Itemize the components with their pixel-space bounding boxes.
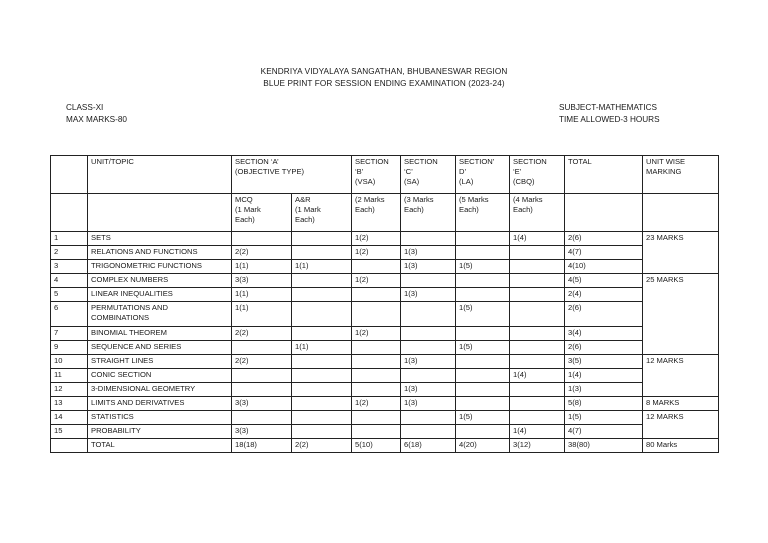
cell-section-c — [401, 424, 456, 438]
cell-total: 1(3) — [565, 382, 643, 396]
cell-section-d: 1(5) — [456, 302, 510, 326]
cell-section-c — [401, 232, 456, 246]
cell-section-e — [510, 288, 565, 302]
cell-ar — [292, 368, 352, 382]
meta-left — [66, 102, 127, 126]
row-topic: RELATIONS AND FUNCTIONS — [88, 246, 232, 260]
cell-section-b — [352, 288, 401, 302]
header-empty-cell — [51, 194, 88, 232]
cell-section-c: 1(3) — [401, 260, 456, 274]
table-row — [51, 274, 719, 288]
cell-section-e — [510, 302, 565, 326]
row-topic: LIMITS AND DERIVATIVES — [88, 396, 232, 410]
row-topic: SETS — [88, 232, 232, 246]
row-number: 11 — [51, 368, 88, 382]
row-topic: SEQUENCE AND SERIES — [88, 340, 232, 354]
row-topic: TRIGONOMETRIC FUNCTIONS — [88, 260, 232, 274]
table-row — [51, 302, 719, 326]
meta-right — [559, 102, 660, 126]
row-number: 14 — [51, 410, 88, 424]
cell-mcq — [232, 410, 292, 424]
cell-section-b: 1(2) — [352, 232, 401, 246]
cell-ar — [292, 354, 352, 368]
cell-section-b: 5(10) — [352, 438, 401, 452]
row-topic: 3-DIMENSIONAL GEOMETRY — [88, 382, 232, 396]
cell-ar — [292, 424, 352, 438]
cell-total: 38(80) — [565, 438, 643, 452]
header-section-e: SECTION ‘E’ (CBQ) — [510, 156, 565, 194]
cell-ar — [292, 302, 352, 326]
cell-total: 3(5) — [565, 354, 643, 368]
row-topic: STATISTICS — [88, 410, 232, 424]
cell-mcq: 1(1) — [232, 288, 292, 302]
cell-section-d — [456, 288, 510, 302]
row-topic: PERMUTATIONS AND COMBINATIONS — [88, 302, 232, 326]
table-row — [51, 326, 719, 340]
cell-section-b — [352, 382, 401, 396]
cell-section-e: 1(4) — [510, 424, 565, 438]
cell-mcq — [232, 382, 292, 396]
time-allowed-label: TIME ALLOWED-3 HOURS — [559, 115, 660, 124]
cell-ar: 1(1) — [292, 260, 352, 274]
cell-section-e — [510, 354, 565, 368]
row-number — [51, 438, 88, 452]
header-d-marks: (5 Marks Each) — [456, 194, 510, 232]
cell-section-e — [510, 274, 565, 288]
row-number: 1 — [51, 232, 88, 246]
table-row — [51, 354, 719, 368]
unit-wise-marks: 80 Marks — [643, 438, 719, 452]
cell-ar — [292, 410, 352, 424]
header-empty-cell — [565, 194, 643, 232]
cell-section-b — [352, 260, 401, 274]
cell-section-e: 3(12) — [510, 438, 565, 452]
header-c-marks: (3 Marks Each) — [401, 194, 456, 232]
row-topic: BINOMIAL THEOREM — [88, 326, 232, 340]
unit-wise-marks: 8 MARKS — [643, 396, 719, 410]
cell-total: 1(5) — [565, 410, 643, 424]
cell-section-e: 1(4) — [510, 232, 565, 246]
cell-section-d: 1(5) — [456, 340, 510, 354]
cell-mcq: 1(1) — [232, 302, 292, 326]
cell-section-b — [352, 424, 401, 438]
row-number: 2 — [51, 246, 88, 260]
table-row — [51, 382, 719, 396]
max-marks-label: MAX MARKS-80 — [66, 115, 127, 124]
table-row — [51, 232, 719, 246]
table-row — [51, 246, 719, 260]
cell-section-e — [510, 340, 565, 354]
cell-total: 1(4) — [565, 368, 643, 382]
cell-section-c — [401, 340, 456, 354]
cell-section-c — [401, 274, 456, 288]
unit-wise-marks: 25 MARKS — [643, 274, 719, 354]
cell-section-d: 1(5) — [456, 260, 510, 274]
row-topic: STRAIGHT LINES — [88, 354, 232, 368]
header-section-b: SECTION ‘B’ (VSA) — [352, 156, 401, 194]
cell-section-b: 1(2) — [352, 396, 401, 410]
table-row — [51, 424, 719, 438]
table-row — [51, 368, 719, 382]
cell-section-d — [456, 354, 510, 368]
header-b-marks: (2 Marks Each) — [352, 194, 401, 232]
row-number: 6 — [51, 302, 88, 326]
cell-total: 2(6) — [565, 340, 643, 354]
cell-ar — [292, 274, 352, 288]
cell-total: 4(7) — [565, 424, 643, 438]
cell-section-c — [401, 326, 456, 340]
row-topic: TOTAL — [88, 438, 232, 452]
class-label: CLASS-XI — [66, 103, 104, 112]
unit-wise-marks: 12 MARKS — [643, 410, 719, 438]
cell-mcq — [232, 368, 292, 382]
row-topic: CONIC SECTION — [88, 368, 232, 382]
header-empty-cell — [643, 194, 719, 232]
row-number: 5 — [51, 288, 88, 302]
header-section-c: SECTION ‘C’ (SA) — [401, 156, 456, 194]
cell-total: 2(6) — [565, 302, 643, 326]
cell-section-d — [456, 274, 510, 288]
cell-section-b: 1(2) — [352, 246, 401, 260]
cell-section-c — [401, 368, 456, 382]
header-section-d: SECTION’ D’ (LA) — [456, 156, 510, 194]
row-number: 4 — [51, 274, 88, 288]
cell-mcq: 2(2) — [232, 326, 292, 340]
header-row-2 — [51, 194, 719, 232]
header-unit-topic: UNIT/TOPIC — [88, 156, 232, 194]
cell-section-b — [352, 354, 401, 368]
table-row — [51, 410, 719, 424]
cell-total: 4(5) — [565, 274, 643, 288]
cell-ar — [292, 396, 352, 410]
cell-section-c — [401, 302, 456, 326]
cell-mcq: 3(3) — [232, 274, 292, 288]
header-line-2: BLUE PRINT FOR SESSION ENDING EXAMINATION (2023-24) — [263, 79, 505, 88]
table-row — [51, 340, 719, 354]
row-number: 3 — [51, 260, 88, 274]
header-mcq: MCQ (1 Mark Each) — [232, 194, 292, 232]
header-line-1: KENDRIYA VIDYALAYA SANGATHAN, BHUBANESWAR REGION — [260, 67, 508, 76]
header-empty-cell — [88, 194, 232, 232]
cell-mcq: 3(3) — [232, 424, 292, 438]
cell-mcq: 2(2) — [232, 354, 292, 368]
cell-section-e — [510, 260, 565, 274]
cell-mcq: 3(3) — [232, 396, 292, 410]
row-topic: COMPLEX NUMBERS — [88, 274, 232, 288]
cell-total: 4(7) — [565, 246, 643, 260]
cell-ar — [292, 232, 352, 246]
cell-ar: 2(2) — [292, 438, 352, 452]
cell-ar — [292, 288, 352, 302]
cell-ar — [292, 382, 352, 396]
cell-section-b — [352, 410, 401, 424]
table-row — [51, 396, 719, 410]
cell-section-d — [456, 232, 510, 246]
header-unit-wise: UNIT WISE MARKING — [643, 156, 719, 194]
cell-section-d: 4(20) — [456, 438, 510, 452]
cell-section-c: 1(3) — [401, 288, 456, 302]
row-number: 7 — [51, 326, 88, 340]
cell-section-c: 6(18) — [401, 438, 456, 452]
cell-section-e — [510, 382, 565, 396]
cell-total: 2(4) — [565, 288, 643, 302]
cell-ar — [292, 246, 352, 260]
cell-total: 2(6) — [565, 232, 643, 246]
cell-section-d — [456, 382, 510, 396]
cell-section-c: 1(3) — [401, 396, 456, 410]
cell-section-b: 1(2) — [352, 326, 401, 340]
cell-ar: 1(1) — [292, 340, 352, 354]
cell-section-d — [456, 424, 510, 438]
cell-mcq: 1(1) — [232, 260, 292, 274]
cell-total: 5(8) — [565, 396, 643, 410]
header-total: TOTAL — [565, 156, 643, 194]
cell-section-b — [352, 368, 401, 382]
table-row — [51, 288, 719, 302]
cell-section-e: 1(4) — [510, 368, 565, 382]
row-topic: PROBABILITY — [88, 424, 232, 438]
header-section-a: SECTION ‘A’ (OBJECTIVE TYPE) — [232, 156, 352, 194]
cell-mcq — [232, 340, 292, 354]
blueprint-table — [50, 155, 719, 453]
cell-mcq: 18(18) — [232, 438, 292, 452]
cell-section-d: 1(5) — [456, 410, 510, 424]
cell-ar — [292, 326, 352, 340]
cell-section-b — [352, 340, 401, 354]
cell-section-d — [456, 368, 510, 382]
row-topic: LINEAR INEQUALITIES — [88, 288, 232, 302]
cell-section-e — [510, 410, 565, 424]
header-e-marks: (4 Marks Each) — [510, 194, 565, 232]
cell-section-e — [510, 326, 565, 340]
cell-section-b — [352, 302, 401, 326]
cell-section-d — [456, 246, 510, 260]
cell-section-e — [510, 246, 565, 260]
cell-section-c: 1(3) — [401, 382, 456, 396]
total-row — [51, 438, 719, 452]
header-empty-cell — [51, 156, 88, 194]
row-number: 10 — [51, 354, 88, 368]
row-number: 12 — [51, 382, 88, 396]
cell-section-c: 1(3) — [401, 246, 456, 260]
unit-wise-marks: 23 MARKS — [643, 232, 719, 274]
cell-mcq: 2(2) — [232, 246, 292, 260]
row-number: 13 — [51, 396, 88, 410]
cell-mcq — [232, 232, 292, 246]
cell-section-c — [401, 410, 456, 424]
row-number: 15 — [51, 424, 88, 438]
cell-section-c: 1(3) — [401, 354, 456, 368]
subject-label: SUBJECT-MATHEMATICS — [559, 103, 657, 112]
cell-section-d — [456, 396, 510, 410]
row-number: 9 — [51, 340, 88, 354]
cell-section-d — [456, 326, 510, 340]
cell-total: 4(10) — [565, 260, 643, 274]
header-ar: A&R (1 Mark Each) — [292, 194, 352, 232]
cell-section-e — [510, 396, 565, 410]
unit-wise-marks: 12 MARKS — [643, 354, 719, 396]
header-row-1 — [51, 156, 719, 194]
cell-section-b: 1(2) — [352, 274, 401, 288]
table-row — [51, 260, 719, 274]
cell-total: 3(4) — [565, 326, 643, 340]
